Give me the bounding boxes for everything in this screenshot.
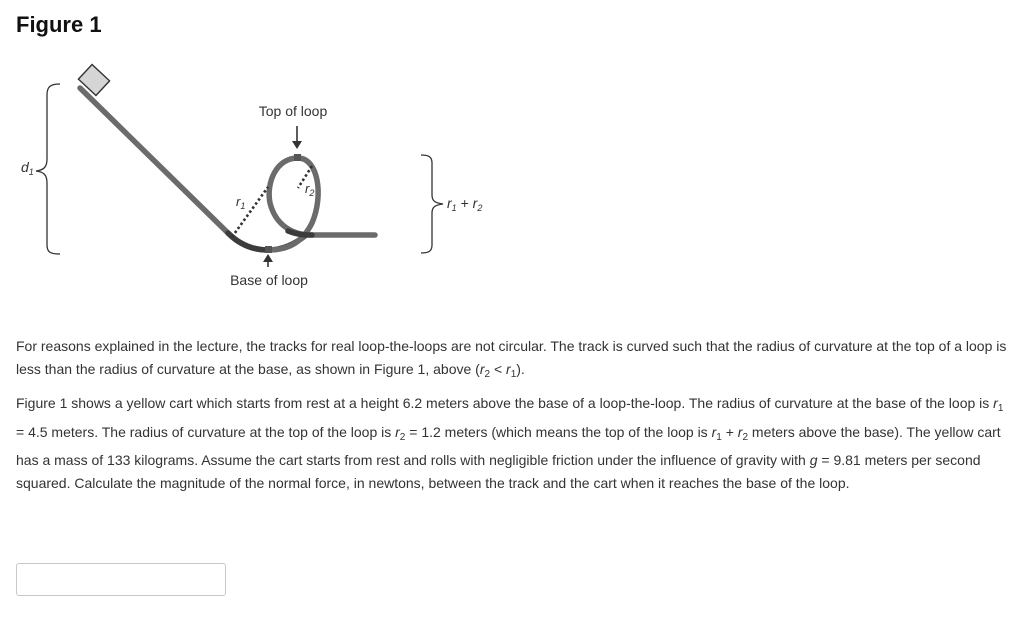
loop-track bbox=[268, 158, 375, 250]
top-marker bbox=[294, 154, 301, 161]
r-sum-brace bbox=[421, 155, 443, 253]
top-of-loop-label: Top of loop bbox=[258, 103, 328, 119]
top-arrow-head bbox=[292, 141, 302, 149]
r-sum-label: $r_1 + r_2$ bbox=[447, 195, 483, 213]
r1-label: $r_1$ bbox=[236, 194, 246, 211]
intro-paragraph: For reasons explained in the lecture, the tracks for real loop-the-loops are not circular. The track is curved such that the radius of curvature at the top of a loop is less than the radius of curvature at the base, as shown in Figure 1, above $(r_2 < r_1)$. bbox=[16, 338, 1007, 380]
r2-label: $r_2$ bbox=[305, 181, 315, 198]
base-arrow-head bbox=[263, 254, 273, 262]
base-of-loop-label: Base of loop bbox=[230, 272, 308, 288]
base-marker bbox=[265, 246, 272, 253]
problem-paragraph: Figure 1 shows a yellow cart which starts from rest at a height 6.2 meters above the base of a loop-the-loop. The radius of curvature at the base of the loop is $r_1 = 4.5$ meters. The radius of curvature at the top of the loop is $r_2 = 1.2$ meters (which means the top of the loop is $r_1 + r_2$ meters above the base). The yellow cart has a mass of 133 kilograms. Assume the cart starts from rest and rolls with negligible friction under the influence of gravity with g = 9.81 meters per second squared. Calculate the magnitude of the normal force, in newtons, between the track and the cart when it reaches the base of the loop. bbox=[16, 395, 1004, 491]
figure-title: Figure 1 bbox=[16, 12, 102, 37]
ramp-track bbox=[80, 88, 268, 250]
answer-input[interactable] bbox=[16, 563, 226, 596]
loop-diagram bbox=[0, 55, 520, 300]
d1-brace bbox=[36, 84, 60, 254]
d1-label: $d_1$ bbox=[21, 159, 34, 177]
